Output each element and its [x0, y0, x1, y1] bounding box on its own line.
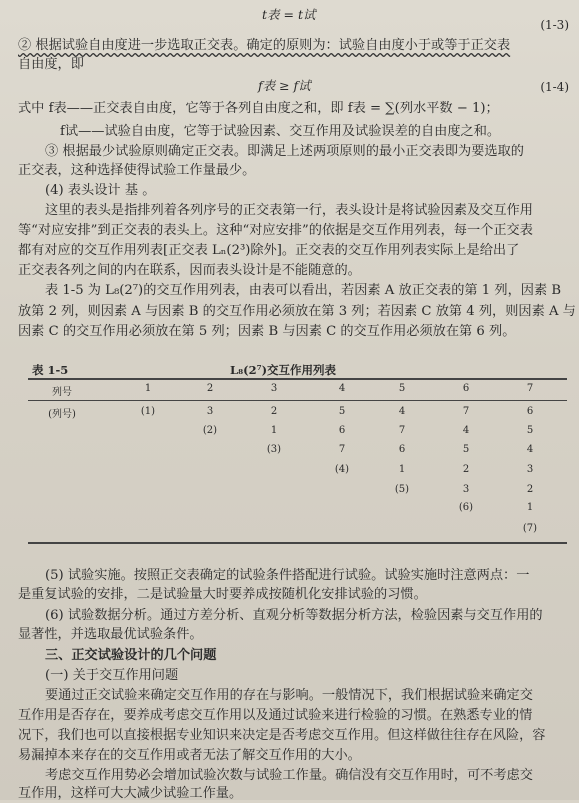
table-cell: 1: [526, 502, 534, 513]
paragraph-line: ② 根据试验自由度进一步选取正交表。确定的原则为：试验自由度小于或等于正交表: [18, 38, 511, 53]
interaction-table: [28, 378, 567, 544]
table-rule-bottom: [28, 542, 567, 544]
table-cell: (7): [522, 523, 538, 534]
paragraph-line: 等“对应安排”到正交表的表头上。这种“对应安排”的依据是交互作用列表，每一个正交表: [18, 223, 533, 238]
paragraph-line: (6) 试验数据分析。通过方差分析、直观分析等数据分析方法，检验因素与交互作用的: [45, 608, 543, 623]
paragraph-line: 自由度，即: [18, 57, 84, 72]
table-cell: 1: [398, 464, 406, 475]
table-column-header: 7: [526, 383, 534, 394]
equation-number-1-3: (1-3): [540, 18, 569, 32]
section-heading: 三、正交试验设计的几个问题: [45, 648, 217, 663]
subsection-heading: (一) 关于交互作用问题: [45, 668, 179, 683]
paragraph-line: 正交表，这种选择使得试验工作量最少。: [18, 163, 256, 178]
table-cell: 3: [526, 464, 534, 475]
paragraph-line: 考虑交互作用势必会增加试验次数与试验工作量。确信没有交互作用时，可不考虑交: [45, 768, 533, 783]
paragraph-line: f试——试验自由度，它等于试验因素、交互作用及试验误差的自由度之和。: [60, 124, 501, 139]
table-cell: (5): [394, 484, 410, 495]
table-cell: 5: [526, 425, 534, 436]
table-cell: (4): [334, 464, 350, 475]
table-cell: (6): [458, 502, 474, 513]
paragraph-line: (5) 试验实施。按照正交表确定的试验条件搭配进行试验。试验实施时注意两点：一: [45, 568, 530, 583]
table-title: L₈(2⁷)交互作用列表: [230, 363, 337, 377]
table-cell: 5: [462, 444, 470, 455]
table-cell: (1): [140, 406, 156, 417]
table-rule-header: [28, 400, 567, 401]
table-cell: 2: [270, 406, 278, 417]
table-cell: 6: [338, 425, 346, 436]
equation-number-1-4: (1-4): [540, 80, 569, 94]
table-cell: (2): [202, 425, 218, 436]
table-column-header: 5: [398, 383, 406, 394]
paragraph-line: 显著性，并选取最优试验条件。: [18, 627, 203, 642]
table-cell: 2: [526, 484, 534, 495]
table-column-header: 2: [206, 383, 214, 394]
table-column-header: 4: [338, 383, 346, 394]
paragraph-line: 这里的表头是指排列着各列序号的正交表第一行，表头设计是将试验因素及交互作用: [45, 203, 533, 218]
subheading: (4) 表头设计 基 。: [45, 183, 156, 198]
paragraph-line: 正交表各列之间的内在联系，因而表头设计是不能随意的。: [18, 263, 361, 278]
paragraph-line: ③ 根据最少试验原则确定正交表。即满足上述两项原则的最小正交表即为要选取的: [45, 144, 524, 159]
table-cell: 2: [462, 464, 470, 475]
table-cell: 6: [526, 406, 534, 417]
table-cell: 7: [338, 444, 346, 455]
table-header-label: 列号: [52, 387, 72, 398]
paragraph-line: 互作用是否存在，要养成考虑交互作用以及通过试验来进行检验的习惯。在熟悉专业的情: [18, 708, 533, 723]
table-column-header: 6: [462, 383, 470, 394]
table-cell: (3): [266, 444, 282, 455]
table-cell: 5: [338, 406, 346, 417]
paragraph-line: 都有对应的交互作用列表[正交表 Lₙ(2³)除外]。正交表的交互作用列表实际上是给出了: [18, 243, 520, 258]
table-cell: 3: [462, 484, 470, 495]
formula-1-3: t表 = t试: [262, 7, 316, 22]
table-cell: 3: [206, 406, 214, 417]
table-cell: 1: [270, 425, 278, 436]
formula-1-4: f表 ≥ f试: [258, 78, 311, 93]
table-label: 表 1-5: [32, 363, 69, 377]
paragraph-line: 因素 C 的交互作用必须放在第 5 列；因素 B 与因素 C 的交互作用必须放在第 6 列。: [18, 324, 516, 339]
table-cell: 4: [526, 444, 534, 455]
table-cell: 7: [462, 406, 470, 417]
paragraph-line: 易漏掉本来存在的交互作用或者无法了解交互作用的大小。: [18, 748, 361, 763]
table-rule-top: [28, 378, 567, 380]
table-column-header: 3: [270, 383, 278, 394]
table-cell: 4: [462, 425, 470, 436]
paragraph-line: 表 1-5 为 L₈(2⁷)的交互作用列表，由表可以看出，若因素 A 放正交表的第 1 列，因素 B: [45, 283, 562, 298]
paragraph-line: 要通过正交试验来确定交互作用的存在与影响。一般情况下，我们根据试验来确定交: [45, 688, 533, 703]
table-cell: 7: [398, 425, 406, 436]
paragraph-line: 互作用，这样可大大减少试验工作量。: [18, 786, 243, 801]
table-column-header: 1: [144, 383, 152, 394]
table-cell: 6: [398, 444, 406, 455]
paragraph-line: 是重复试验的安排，二是试验量大时要养成按随机化安排试验的习惯。: [18, 587, 427, 602]
paragraph-line: 况下，我们也可以直接根据专业知识来决定是否考虑交互作用。但这样做往往存在风险，容: [18, 728, 546, 743]
table-cell: 4: [398, 406, 406, 417]
paragraph-line: 放第 2 列，则因素 A 与因素 B 的交互作用必须放在第 3 列；若因素 C 放第 4 列，则因素 A 与: [18, 304, 576, 319]
paragraph-line: 式中 f表——正交表自由度，它等于各列自由度之和，即 f表 = ∑(列水平数 − 1)；: [18, 101, 499, 116]
table-sub-label: (列号): [48, 409, 76, 420]
